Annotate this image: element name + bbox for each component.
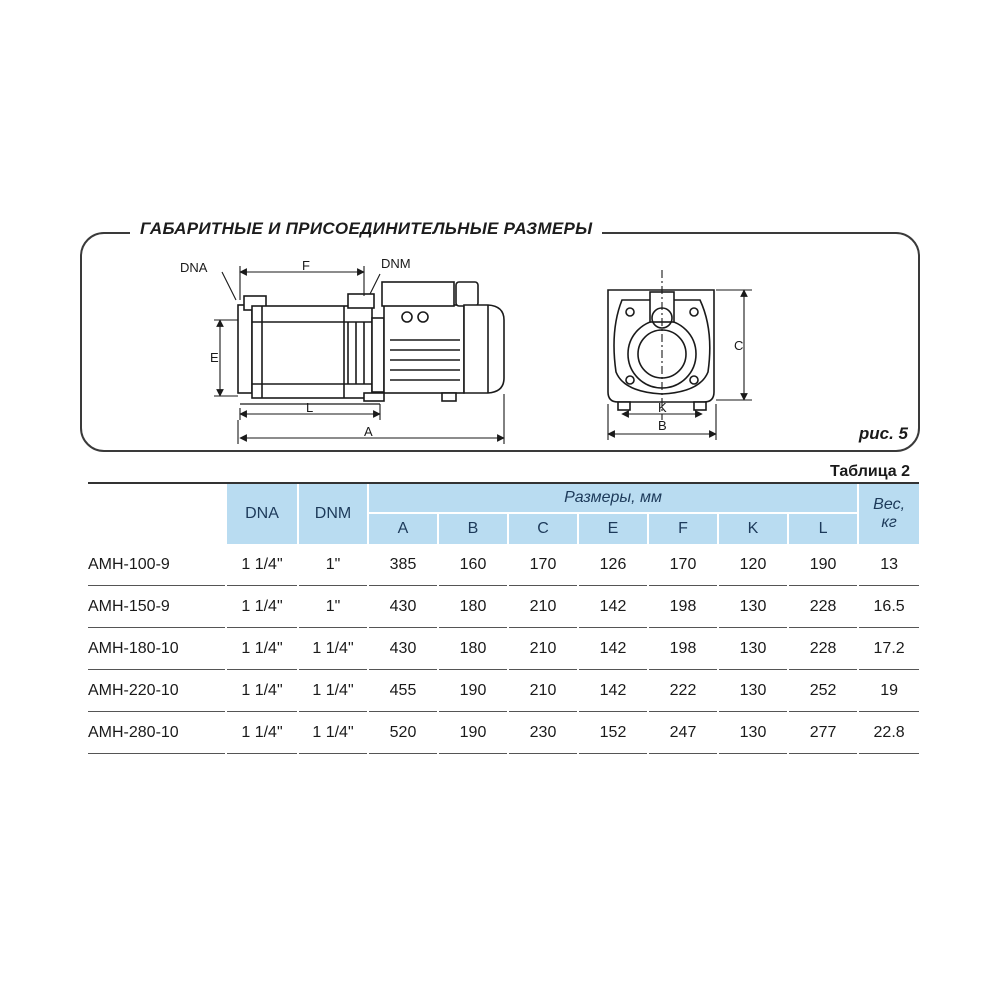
dim-cell: 190 (438, 712, 508, 754)
dim-cell: 142 (578, 586, 648, 628)
dim-cell: 130 (718, 586, 788, 628)
dim-cell: 180 (438, 628, 508, 670)
weight-header (858, 483, 919, 544)
side-view (238, 282, 504, 404)
weight-header-line2: кг (881, 514, 897, 531)
dim-cell: 130 (718, 712, 788, 754)
dimensions-table (88, 482, 919, 754)
model-cell: АМН-220-10 (88, 670, 226, 712)
table-row (88, 712, 919, 754)
weight-cell: 22.8 (858, 712, 919, 754)
dim-cell: 430 (368, 586, 438, 628)
dim-cell: 170 (648, 544, 718, 586)
dnm-cell: 1 1/4" (298, 712, 368, 754)
dim-cell: 210 (508, 670, 578, 712)
model-cell: АМН-150-9 (88, 586, 226, 628)
dim-header-c: C (508, 513, 578, 544)
model-header (88, 483, 226, 544)
dim-cell: 198 (648, 586, 718, 628)
dim-cell: 142 (578, 670, 648, 712)
dim-header-a: A (368, 513, 438, 544)
label-k: K (658, 400, 667, 415)
dim-cell: 210 (508, 586, 578, 628)
dim-cell: 230 (508, 712, 578, 754)
model-cell: АМН-180-10 (88, 628, 226, 670)
dim-cell: 180 (438, 586, 508, 628)
weight-header-line1: Вес, (873, 496, 906, 513)
dim-header-k: K (718, 513, 788, 544)
dim-cell: 247 (648, 712, 718, 754)
dim-cell: 160 (438, 544, 508, 586)
dim-cell: 222 (648, 670, 718, 712)
dnm-cell: 1 1/4" (298, 628, 368, 670)
dim-cell: 120 (718, 544, 788, 586)
label-l: L (306, 400, 314, 415)
table-body (88, 544, 919, 754)
dim-cell: 190 (438, 670, 508, 712)
dna-header: DNA (226, 483, 298, 544)
label-e: E (210, 350, 219, 365)
figure-title: ГАБАРИТНЫЕ И ПРИСОЕДИНИТЕЛЬНЫЕ РАЗМЕРЫ (130, 219, 602, 239)
dna-cell: 1 1/4" (226, 670, 298, 712)
dnm-header: DNM (298, 483, 368, 544)
dim-cell: 142 (578, 628, 648, 670)
dnm-cell: 1 1/4" (298, 670, 368, 712)
dim-cell: 228 (788, 628, 858, 670)
dim-cell: 170 (508, 544, 578, 586)
front-view (608, 290, 714, 410)
label-dna: DNA (180, 260, 208, 275)
dim-cell: 385 (368, 544, 438, 586)
dim-cell: 130 (718, 670, 788, 712)
label-a: A (364, 424, 373, 439)
weight-cell: 19 (858, 670, 919, 712)
dnm-cell: 1" (298, 544, 368, 586)
dnm-cell: 1" (298, 586, 368, 628)
weight-cell: 17.2 (858, 628, 919, 670)
dim-header-l: L (788, 513, 858, 544)
dim-cell: 455 (368, 670, 438, 712)
dim-header-f: F (648, 513, 718, 544)
model-cell: АМН-100-9 (88, 544, 226, 586)
dna-cell: 1 1/4" (226, 586, 298, 628)
dim-cell: 190 (788, 544, 858, 586)
dim-cell: 277 (788, 712, 858, 754)
dim-cell: 210 (508, 628, 578, 670)
model-cell: АМН-280-10 (88, 712, 226, 754)
table-row (88, 628, 919, 670)
dim-cell: 252 (788, 670, 858, 712)
dim-cell: 198 (648, 628, 718, 670)
figure-label: рис. 5 (858, 424, 908, 443)
table-caption: Таблица 2 (829, 463, 910, 480)
dim-cell: 152 (578, 712, 648, 754)
label-f: F (302, 258, 310, 273)
label-dnm: DNM (381, 256, 411, 271)
dim-header-e: E (578, 513, 648, 544)
dim-cell: 130 (718, 628, 788, 670)
label-c: C (734, 338, 744, 353)
dim-cell: 126 (578, 544, 648, 586)
dna-cell: 1 1/4" (226, 544, 298, 586)
table-row (88, 586, 919, 628)
dna-cell: 1 1/4" (226, 628, 298, 670)
dna-cell: 1 1/4" (226, 712, 298, 754)
weight-cell: 16.5 (858, 586, 919, 628)
table-row (88, 544, 919, 586)
dim-cell: 520 (368, 712, 438, 754)
dimensions-group-header: Размеры, мм (368, 483, 858, 513)
weight-cell: 13 (858, 544, 919, 586)
label-b: B (658, 418, 667, 433)
dim-header-b: B (438, 513, 508, 544)
dim-cell: 430 (368, 628, 438, 670)
table-row (88, 670, 919, 712)
dim-cell: 228 (788, 586, 858, 628)
